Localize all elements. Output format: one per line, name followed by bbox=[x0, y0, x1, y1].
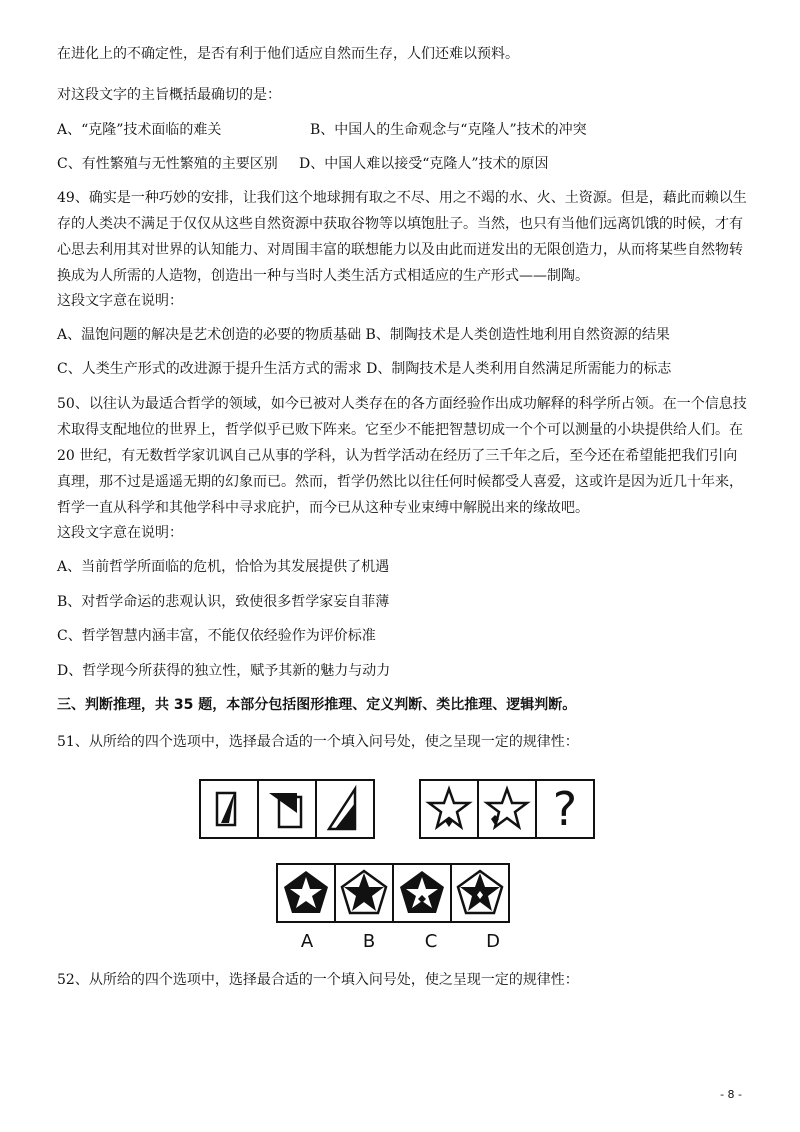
parallelogram-triangle-figure-1 bbox=[203, 783, 255, 835]
q51-option-a-figure[interactable] bbox=[276, 863, 336, 923]
q51-option-c-figure[interactable] bbox=[392, 863, 452, 923]
q48-option-d: D、中国人难以接受“克隆人”技术的原因 bbox=[299, 156, 549, 172]
paragraph-continuation: 在进化上的不确定性，是否有利于他们适应自然而生存，人们还难以预料。 bbox=[57, 46, 519, 62]
q48-option-a: A、“克隆”技术面临的难关 bbox=[57, 122, 222, 138]
q51-sequence-group-2 bbox=[419, 779, 595, 839]
option-label-b: B bbox=[362, 931, 376, 952]
q48-options-row2 bbox=[57, 151, 549, 177]
page-number: - 8 - bbox=[720, 1088, 742, 1101]
q49-passage: 49、确实是一种巧妙的安排，让我们这个地球拥有取之不尽、用之不竭的水、火、土资源。但是，藉此而赖以生存的人类决不满足于仅仅从这些自然资源中获取谷物等以填饱肚子。当然，也只有当他们远离饥饿的时候，才有心思去利用其对世界的认知能力、对周围丰富的联想能力以及由此而迸发出的无限创造力，从而将某些自然物转换成为人所需的人造物，创造出一种与当时人类生活方式相适应的生产形式——制陶。 bbox=[57, 190, 747, 284]
q51-fig-5 bbox=[477, 779, 537, 839]
option-label-a: A bbox=[300, 931, 314, 952]
q48-prompt: 对这段文字的主旨概括最确切的是： bbox=[57, 87, 281, 103]
q50-option-c: C、哲学智慧内涵丰富，不能仅依经验作为评价标准 bbox=[57, 628, 376, 644]
q50-prompt: 这段文字意在说明： bbox=[57, 525, 183, 541]
q51-sequence-group-1 bbox=[199, 779, 375, 839]
question-mark: ? bbox=[552, 782, 578, 836]
q51-prompt: 51、从所给的四个选项中，选择最合适的一个填入问号处，使之呈现一定的规律性： bbox=[57, 734, 579, 750]
q51-fig-4 bbox=[419, 779, 479, 839]
option-label-c: C bbox=[424, 931, 438, 952]
q50-passage: 50、以往认为最适合哲学的领域，如今已被对人类存在的各方面经验作出成功解释的科学所占领。在一个信息技术取得支配地位的世界上，哲学似乎已败下阵来。它至少不能把智慧切成一个个可以测量的小块提供给人们。在 20 世纪，有无数哲学家讥讽自己从事的学科，认为哲学活动在经历了三千年之后，至今还在希望能把我们引向真理，那不过是遥遥无期的幻象而已。然而，哲学仍然比以往任何时候都受人喜爱，这或许是因为近几十年来，哲学一直从科学和其他学科中寻求庇护，而今已从这种专业束缚中解脱出来的缘故吧。 bbox=[57, 396, 748, 516]
star-figure-2 bbox=[481, 783, 533, 835]
q51-option-labels bbox=[276, 931, 524, 952]
q48-option-b: B、中国人的生命观念与“克隆人”技术的冲突 bbox=[310, 122, 587, 138]
q51-option-b-figure[interactable] bbox=[334, 863, 394, 923]
star-figure-1 bbox=[423, 783, 475, 835]
pentagon-star-option-c bbox=[396, 867, 448, 919]
section-3-heading: 三、判断推理，共 35 题，本部分包括图形推理、定义判断、类比推理、逻辑判断。 bbox=[57, 697, 577, 713]
parallelogram-triangle-figure-3 bbox=[319, 783, 371, 835]
parallelogram-triangle-figure-2 bbox=[261, 783, 313, 835]
q51-option-d-figure[interactable] bbox=[450, 863, 510, 923]
q49-prompt: 这段文字意在说明： bbox=[57, 293, 183, 309]
q51-options bbox=[276, 863, 510, 923]
pentagon-star-option-d bbox=[454, 867, 506, 919]
q49-options-cd: C、人类生产形式的改进源于提升生活方式的需求 D、制陶技术是人类利用自然满足所需能力的标志 bbox=[57, 361, 672, 377]
q51-fig-2 bbox=[257, 779, 317, 839]
q51-fig-3 bbox=[315, 779, 375, 839]
q51-fig-question bbox=[535, 779, 595, 839]
q51-fig-1 bbox=[199, 779, 259, 839]
q50-option-d: D、哲学现今所获得的独立性，赋予其新的魅力与动力 bbox=[57, 663, 391, 679]
q50-option-b: B、对哲学命运的悲观认识，致使很多哲学家妄自菲薄 bbox=[57, 594, 390, 610]
q50-option-a: A、当前哲学所面临的危机，恰恰为其发展提供了机遇 bbox=[57, 559, 390, 575]
q49-options-ab: A、温饱问题的解决是艺术创造的必要的物质基础 B、制陶技术是人类创造性地利用自然资源的结果 bbox=[57, 327, 670, 343]
option-label-d: D bbox=[486, 931, 500, 952]
q48-options-row1 bbox=[57, 117, 587, 143]
pentagon-star-option-b bbox=[338, 867, 390, 919]
pentagon-star-option-a bbox=[280, 867, 332, 919]
q48-option-c: C、有性繁殖与无性繁殖的主要区别 bbox=[57, 156, 278, 172]
q52-prompt: 52、从所给的四个选项中，选择最合适的一个填入问号处，使之呈现一定的规律性： bbox=[57, 972, 579, 988]
